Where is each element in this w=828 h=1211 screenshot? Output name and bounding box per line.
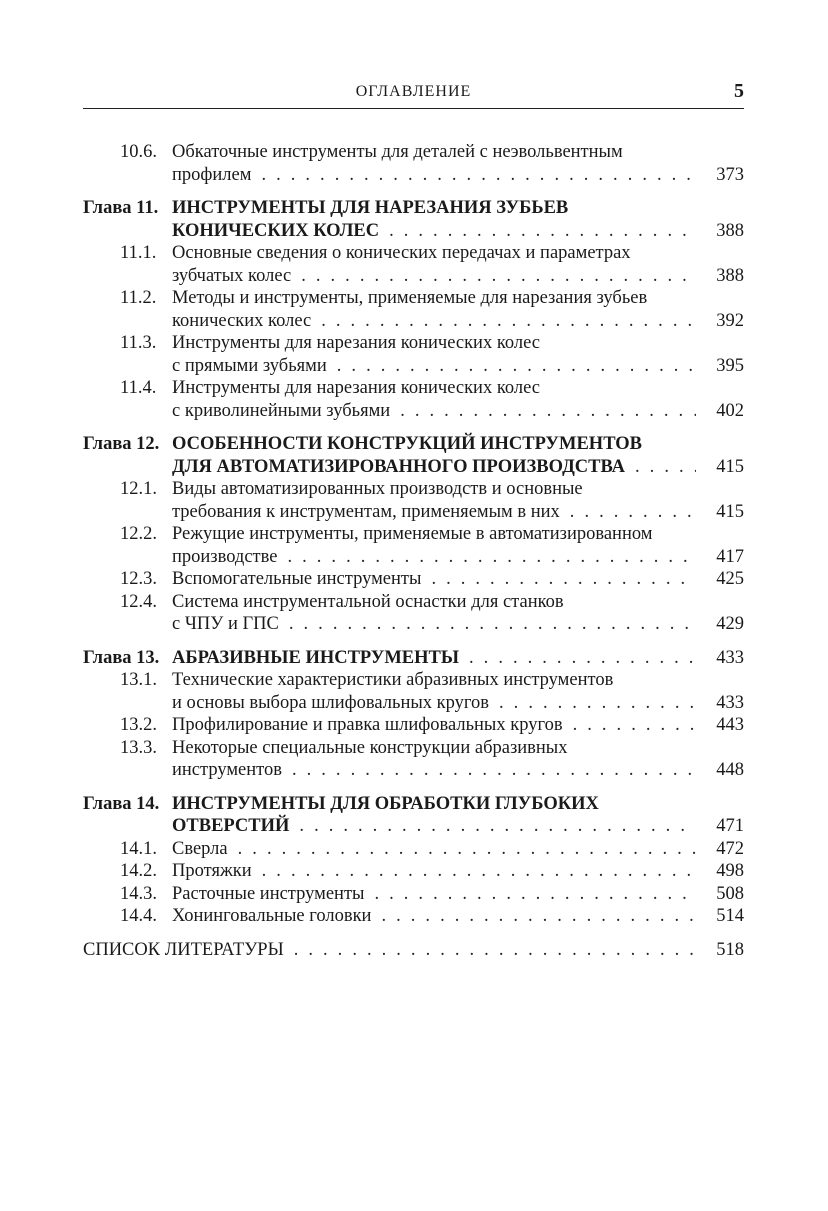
toc-entry-continuation[interactable] (83, 400, 744, 423)
section-number: 14.3. (120, 883, 157, 904)
entry-title: Система инструментальной оснастки для станков (172, 591, 564, 612)
chapter-title: ИНСТРУМЕНТЫ ДЛЯ ОБРАБОТКИ ГЛУБОКИХ (172, 793, 599, 814)
entry-title: Технические характеристики абразивных инструментов (172, 670, 614, 690)
chapter-entry[interactable] (83, 793, 744, 816)
chapter-entry[interactable] (83, 647, 744, 670)
page-number: 415 (716, 501, 744, 522)
section-number: 12.4. (120, 591, 157, 612)
section-number: 13.3. (120, 737, 157, 758)
dot-leader (374, 883, 696, 906)
toc-entry-continuation[interactable] (83, 613, 744, 636)
page-number: 388 (716, 265, 744, 286)
toc-entry-continuation[interactable] (83, 501, 744, 524)
bibliography-title: СПИСОК ЛИТЕРАТУРЫ (83, 939, 284, 960)
entry-title: требования к инструментам, применяемым в них (172, 501, 560, 522)
dot-leader (292, 759, 696, 782)
bibliography-entry[interactable] (83, 939, 744, 962)
dot-leader (381, 905, 696, 928)
page-number: 443 (716, 715, 744, 735)
entry-title: производстве (172, 546, 278, 567)
toc-entry[interactable] (83, 141, 744, 164)
toc-entry[interactable] (83, 523, 744, 546)
entry-title: Методы и инструменты, применяемые для нарезания зубьев (172, 288, 648, 308)
dot-leader (400, 400, 696, 423)
entry-title: Некоторые специальные конструкции абразивных (172, 737, 568, 758)
chapter-title: КОНИЧЕСКИХ КОЛЕС (172, 220, 380, 241)
page-number: 514 (716, 906, 744, 926)
toc-entry-continuation[interactable] (83, 546, 744, 569)
chapter-entry[interactable] (83, 197, 744, 220)
header-title: ОГЛАВЛЕНИЕ (355, 83, 472, 100)
dot-leader (389, 220, 696, 243)
page-number: 433 (716, 647, 744, 668)
dot-leader (321, 310, 696, 333)
page-number: 402 (716, 400, 744, 421)
chapter-14 (83, 793, 744, 928)
toc-entry[interactable] (83, 332, 744, 355)
entry-title: Виды автоматизированных производств и основные (172, 479, 583, 499)
section-number: 10.6. (120, 142, 157, 162)
section-number: 14.1. (120, 838, 157, 859)
section-number: 14.4. (120, 906, 157, 926)
chapter-title: АБРАЗИВНЫЕ ИНСТРУМЕНТЫ (172, 647, 460, 668)
section-number: 12.2. (120, 524, 157, 544)
page-number: 425 (716, 569, 744, 589)
chapter-number: Глава 14. (83, 793, 160, 814)
entry-title: и основы выбора шлифовальных кругов (172, 692, 490, 713)
entry-title: Вспомогательные инструменты (172, 569, 422, 589)
page-number: 417 (716, 546, 744, 567)
chapter-11 (83, 197, 744, 422)
section-number: 14.2. (120, 861, 157, 881)
toc-entry[interactable] (83, 568, 744, 591)
page-number: 498 (716, 861, 744, 881)
chapter-number: Глава 13. (83, 647, 160, 668)
chapter-title: ИНСТРУМЕНТЫ ДЛЯ НАРЕЗАНИЯ ЗУБЬЕВ (172, 198, 569, 218)
section-number: 11.3. (120, 333, 157, 353)
dot-leader (499, 692, 696, 715)
toc-entry-continuation[interactable] (83, 692, 744, 715)
entry-title: Протяжки (172, 861, 252, 881)
entry-title: Режущие инструменты, применяемые в автоматизированном (172, 524, 653, 544)
page-number: 395 (716, 355, 744, 376)
toc-entry[interactable] (83, 860, 744, 883)
entry-title: с ЧПУ и ГПС (172, 614, 279, 634)
entry-title: Расточные инструменты (172, 883, 365, 904)
page-number: 373 (716, 164, 744, 185)
dot-leader (573, 714, 696, 737)
section-number: 11.2. (120, 288, 157, 308)
entry-title: Инструменты для нарезания конических колес (172, 378, 541, 398)
toc-entry-continuation[interactable] (83, 355, 744, 378)
entry-title: Инструменты для нарезания конических колес (172, 333, 541, 353)
toc-entry[interactable] (83, 838, 744, 861)
section-number: 11.1. (120, 243, 157, 263)
toc-entry[interactable] (83, 242, 744, 265)
page-number: 518 (716, 939, 744, 960)
entry-title: конических колес (172, 310, 312, 331)
section-number: 13.2. (120, 715, 157, 735)
toc-group-10-6 (83, 141, 744, 186)
dot-leader (238, 838, 696, 861)
dot-leader (262, 860, 696, 883)
page-number: 388 (716, 220, 744, 241)
page-number: 471 (716, 816, 744, 836)
entry-title: профилем (172, 164, 252, 185)
toc-entry[interactable] (83, 377, 744, 400)
chapter-entry-continuation[interactable] (83, 815, 744, 838)
entry-title: Профилирование и правка шлифовальных кругов (172, 715, 563, 735)
chapter-title: ОТВЕРСТИЙ (172, 816, 290, 836)
table-of-contents (83, 141, 744, 972)
chapter-13 (83, 647, 744, 782)
page-number: 415 (716, 456, 744, 477)
toc-entry[interactable] (83, 883, 744, 906)
page-number: 392 (716, 310, 744, 331)
dot-leader (294, 939, 696, 962)
section-number: 12.1. (120, 479, 157, 499)
chapter-number: Глава 12. (83, 434, 160, 454)
chapter-title: ДЛЯ АВТОМАТИЗИРОВАННОГО ПРОИЗВОДСТВА (172, 456, 626, 477)
toc-entry-continuation[interactable] (83, 310, 744, 333)
bibliography (83, 939, 744, 962)
dot-leader (337, 355, 696, 378)
dot-leader (299, 815, 696, 838)
entry-title: зубчатых колес (172, 265, 292, 286)
chapter-entry-continuation[interactable] (83, 456, 744, 479)
toc-entry[interactable] (83, 669, 744, 692)
page-number: 448 (716, 760, 744, 780)
chapter-entry-continuation[interactable] (83, 220, 744, 243)
page-number: 429 (716, 614, 744, 634)
entry-title: с прямыми зубьями (172, 355, 327, 376)
entry-title: инструментов (172, 760, 282, 780)
entry-title: Обкаточные инструменты для деталей с неэвольвентным (172, 142, 623, 162)
dot-leader (570, 501, 696, 524)
toc-entry[interactable] (83, 478, 744, 501)
toc-entry[interactable] (83, 714, 744, 737)
dot-leader (431, 568, 696, 591)
dot-leader (301, 265, 696, 288)
dot-leader (287, 546, 696, 569)
header-page-number: 5 (734, 80, 744, 102)
entry-title: Основные сведения о конических передачах и параметрах (172, 243, 631, 263)
entry-title: Хонинговальные головки (172, 906, 372, 926)
dot-leader (469, 647, 696, 670)
toc-entry-continuation[interactable] (83, 164, 744, 187)
section-number: 13.1. (120, 670, 157, 690)
toc-entry[interactable] (83, 287, 744, 310)
chapter-12 (83, 433, 744, 636)
entry-title: с криволинейными зубьями (172, 400, 391, 421)
page-number: 508 (716, 883, 744, 904)
page-number: 472 (716, 838, 744, 859)
page-number: 433 (716, 692, 744, 713)
section-number: 11.4. (120, 378, 157, 398)
chapter-entry[interactable] (83, 433, 744, 456)
toc-entry[interactable] (83, 905, 744, 928)
toc-entry-continuation[interactable] (83, 265, 744, 288)
toc-entry-continuation[interactable] (83, 759, 744, 782)
dot-leader (289, 613, 696, 636)
entry-title: Сверла (172, 838, 228, 859)
chapter-title: ОСОБЕННОСТИ КОНСТРУКЦИЙ ИНСТРУМЕНТОВ (172, 434, 643, 454)
chapter-number: Глава 11. (83, 198, 159, 218)
section-number: 12.3. (120, 569, 157, 589)
toc-entry[interactable] (83, 737, 744, 760)
dot-leader (635, 456, 696, 479)
toc-entry[interactable] (83, 591, 744, 614)
running-header (83, 80, 744, 109)
dot-leader (261, 164, 696, 187)
